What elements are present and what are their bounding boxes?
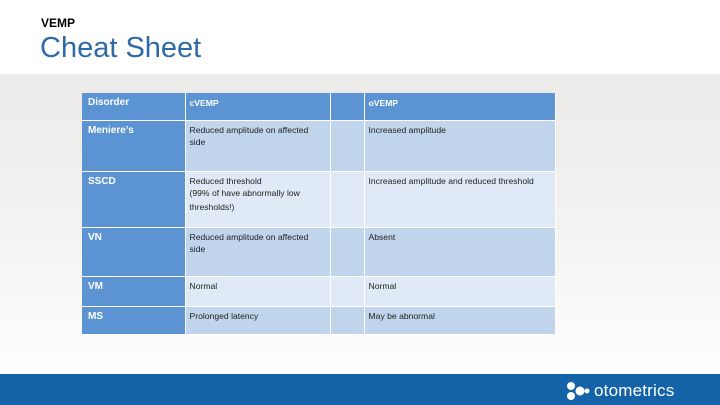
otometrics-logo [566,380,674,402]
cvemp-line: (99% of have abnormally low [189,187,300,198]
otometrics-logo-icon [566,380,590,402]
disorder-cell: VM [82,276,185,306]
brand-name: otometrics [594,381,675,400]
column-header-cvemp: cVEMP [185,93,330,120]
slide-kicker: VEMP [41,16,76,30]
ovemp-cell: Absent [364,227,555,276]
cvemp-cell: Reduced amplitude on affected side [185,227,330,276]
table-header-row [82,93,555,120]
cvemp-cell: Reduced amplitude on affected side [185,120,330,171]
cheat-sheet-table [82,93,556,335]
cvemp-cell [185,171,330,227]
cvemp-cell: Prolonged latency [185,306,330,334]
disorder-cell: SSCD [82,171,185,227]
ovemp-cell: Increased amplitude and reduced threshold [364,171,555,227]
table-row [82,120,555,171]
disorder-cell: MS [82,306,185,334]
slide-title: Cheat Sheet [40,32,202,64]
ovemp-cell: Increased amplitude [364,120,555,171]
ovemp-cell: Normal [364,276,555,306]
cvemp-cell: Normal [185,276,330,306]
spacer-cell [330,276,364,306]
cvemp-line: Reduced threshold [189,175,262,186]
table-row [82,171,555,227]
spacer-cell [330,306,364,334]
disorder-cell: Meniere’s [82,120,185,171]
ovemp-cell: May be abnormal [364,306,555,334]
table-row [82,276,555,306]
column-header-disorder: Disorder [82,93,185,120]
cvemp-line: thresholds!) [189,201,235,212]
spacer-cell [330,120,364,171]
spacer-cell [330,171,364,227]
column-header-spacer [330,93,364,120]
spacer-cell [330,227,364,276]
table-row [82,227,555,276]
disorder-cell: VN [82,227,185,276]
table-row [82,306,555,334]
column-header-ovemp: oVEMP [364,93,555,120]
